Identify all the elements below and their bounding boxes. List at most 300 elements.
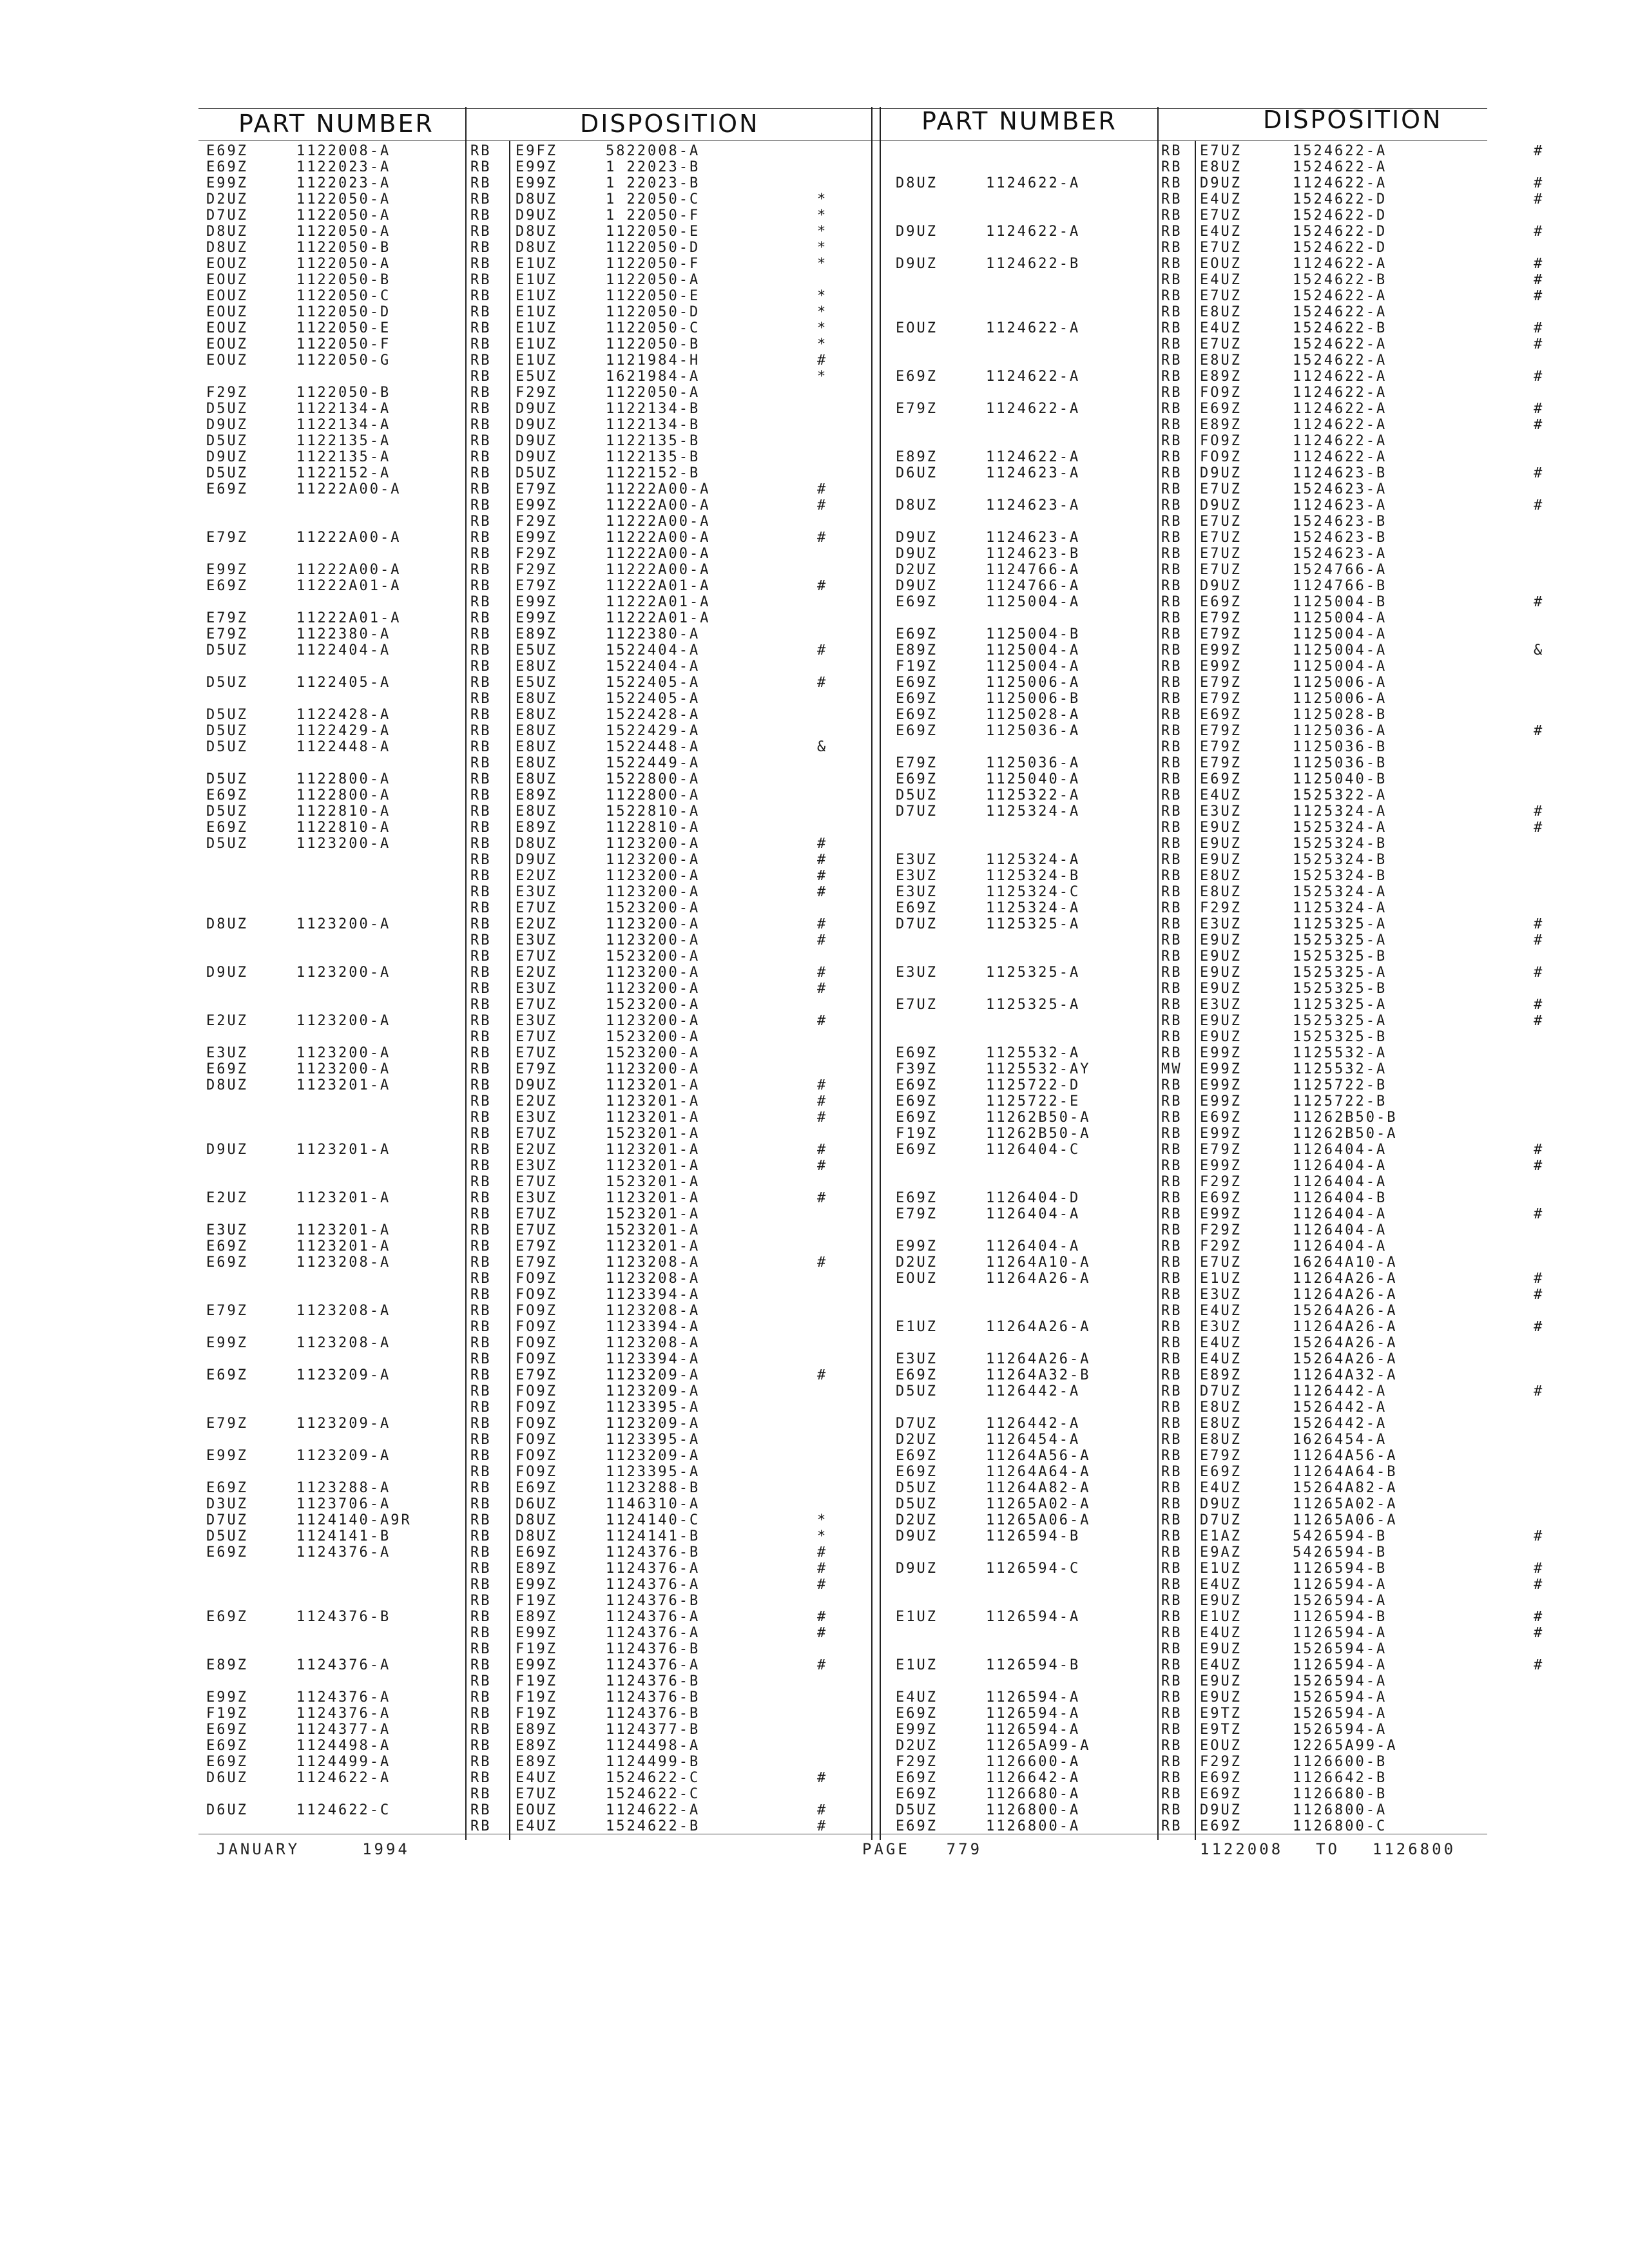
disposition-code: RB	[1161, 868, 1182, 884]
part-number: 1124766-A	[986, 562, 1081, 578]
disposition-number: 1525324-A	[1293, 884, 1387, 900]
disposition-code: RB	[1161, 820, 1182, 836]
disposition-code: RB	[470, 1512, 492, 1528]
table-row	[896, 1158, 1624, 1174]
disposition-prefix: D9UZ	[1200, 175, 1242, 191]
disposition-prefix: E2UZ	[516, 1142, 557, 1158]
part-number: 1126800-A	[986, 1802, 1081, 1818]
part-prefix: F19Z	[896, 658, 938, 675]
disposition-prefix: FO9Z	[1200, 449, 1242, 465]
part-prefix: E69Z	[206, 1061, 248, 1077]
table-row	[206, 723, 870, 739]
disposition-prefix: E79Z	[1200, 626, 1242, 642]
disposition-number: 1526594-A	[1293, 1673, 1387, 1689]
table-row	[896, 981, 1624, 997]
disposition-number: 5822008-A	[606, 143, 700, 159]
disposition-prefix: E79Z	[516, 481, 557, 497]
disposition-number: 1525324-B	[1293, 868, 1387, 884]
disposition-number: 11222A01-A	[606, 578, 711, 594]
disposition-prefix: E89Z	[516, 1754, 557, 1770]
table-row	[206, 691, 870, 707]
table-row	[896, 352, 1624, 369]
disposition-number: 1125004-A	[1293, 610, 1387, 626]
table-row	[206, 675, 870, 691]
disposition-code: RB	[470, 1383, 492, 1399]
part-number: 1124622-A	[986, 369, 1081, 385]
part-number: 1125325-A	[986, 965, 1081, 981]
part-prefix: D5UZ	[206, 642, 248, 658]
disposition-prefix: E2UZ	[516, 916, 557, 932]
disposition-prefix: E89Z	[1200, 417, 1242, 433]
disposition-code: RB	[470, 1641, 492, 1657]
disposition-number: 1 22023-B	[606, 159, 700, 175]
disposition-prefix: E99Z	[516, 530, 557, 546]
table-row	[896, 1271, 1624, 1287]
table-row	[896, 1335, 1624, 1351]
table-row	[206, 900, 870, 916]
part-prefix: E69Z	[896, 1448, 938, 1464]
disposition-code: RB	[470, 1544, 492, 1561]
table-row	[896, 787, 1624, 803]
disposition-code: RB	[470, 175, 492, 191]
disposition-code: RB	[1161, 1383, 1182, 1399]
disposition-prefix: E1UZ	[1200, 1271, 1242, 1287]
disposition-prefix: E79Z	[1200, 739, 1242, 755]
disposition-prefix: FO9Z	[516, 1303, 557, 1319]
part-prefix: D8UZ	[896, 497, 938, 514]
part-prefix: D2UZ	[896, 1254, 938, 1271]
part-number: 1125722-E	[986, 1093, 1081, 1110]
disposition-code: RB	[470, 1689, 492, 1706]
disposition-prefix: E8UZ	[1200, 352, 1242, 369]
disposition-flag: #	[817, 578, 828, 594]
part-number: 1125004-B	[986, 626, 1081, 642]
disposition-prefix: E7UZ	[1200, 336, 1242, 352]
disposition-code: RB	[470, 1464, 492, 1480]
disposition-number: 11264A26-A	[1293, 1287, 1398, 1303]
part-prefix: E69Z	[896, 1110, 938, 1126]
disposition-code: RB	[1161, 1706, 1182, 1722]
part-number: 1122050-B	[296, 385, 391, 401]
disposition-number: 1524623-A	[1293, 546, 1387, 562]
disposition-code: RB	[470, 1416, 492, 1432]
table-row	[896, 1754, 1624, 1770]
disposition-number: 1125324-A	[1293, 900, 1387, 916]
disposition-flag: #	[1534, 288, 1545, 304]
disposition-code: RB	[1161, 1190, 1182, 1206]
disposition-prefix: E3UZ	[1200, 803, 1242, 820]
disposition-prefix: D8UZ	[516, 1512, 557, 1528]
disposition-prefix: E99Z	[516, 1657, 557, 1673]
part-prefix: D9UZ	[896, 1528, 938, 1544]
disposition-prefix: D5UZ	[516, 465, 557, 481]
table-row	[896, 1528, 1624, 1544]
disposition-prefix: E5UZ	[516, 675, 557, 691]
part-prefix: EOUZ	[206, 336, 248, 352]
part-prefix: E3UZ	[896, 868, 938, 884]
disposition-code: RB	[1161, 723, 1182, 739]
part-prefix: D5UZ	[896, 1496, 938, 1512]
table-row	[896, 723, 1624, 739]
part-number: 11264A82-A	[986, 1480, 1091, 1496]
table-row	[896, 610, 1624, 626]
disposition-code: RB	[1161, 594, 1182, 610]
disposition-prefix: E7UZ	[516, 1786, 557, 1802]
header-bottom-rule	[198, 140, 1487, 141]
disposition-prefix: F19Z	[516, 1673, 557, 1689]
part-number: 1126442-A	[986, 1416, 1081, 1432]
disposition-prefix: D6UZ	[516, 1496, 557, 1512]
part-number: 1124622-A	[986, 449, 1081, 465]
table-row	[896, 1399, 1624, 1416]
part-number: 11264A64-A	[986, 1464, 1091, 1480]
disposition-flag: #	[817, 1367, 828, 1383]
part-prefix: E79Z	[896, 401, 938, 417]
disposition-number: 5426594-B	[1293, 1544, 1387, 1561]
disposition-prefix: E89Z	[516, 820, 557, 836]
part-prefix: D3UZ	[206, 1496, 248, 1512]
disposition-code: RB	[470, 433, 492, 449]
disposition-code: RB	[1161, 1593, 1182, 1609]
footer-range-to: TO	[1316, 1840, 1340, 1858]
disposition-prefix: E7UZ	[1200, 546, 1242, 562]
disposition-code: RB	[1161, 369, 1182, 385]
disposition-prefix: FO9Z	[1200, 385, 1242, 401]
right-table	[896, 143, 1624, 1834]
disposition-number: 1124376-B	[606, 1593, 700, 1609]
disposition-number: 1123201-A	[606, 1110, 700, 1126]
disposition-code: RB	[470, 272, 492, 288]
disposition-code: RB	[1161, 1432, 1182, 1448]
disposition-prefix: E9UZ	[1200, 981, 1242, 997]
disposition-prefix: E7UZ	[1200, 562, 1242, 578]
part-prefix: E69Z	[896, 1077, 938, 1093]
disposition-code: RB	[470, 820, 492, 836]
disposition-number: 1122800-A	[606, 787, 700, 803]
part-number: 1122050-C	[296, 288, 391, 304]
disposition-flag: #	[1534, 803, 1545, 820]
disposition-number: 1124623-A	[1293, 497, 1387, 514]
table-row	[896, 320, 1624, 336]
table-row	[206, 1287, 870, 1303]
part-number: 1122134-A	[296, 417, 391, 433]
part-number: 1123200-A	[296, 1045, 391, 1061]
disposition-number: 1124622-A	[1293, 401, 1387, 417]
disposition-flag: #	[817, 642, 828, 658]
disposition-code: RB	[1161, 1657, 1182, 1673]
disposition-prefix: E1UZ	[516, 304, 557, 320]
part-prefix: E99Z	[206, 1448, 248, 1464]
part-number: 1123208-A	[296, 1303, 391, 1319]
part-prefix: D9UZ	[896, 578, 938, 594]
part-number: 1125036-A	[986, 755, 1081, 771]
disposition-prefix: E99Z	[1200, 658, 1242, 675]
disposition-number: 1524622-D	[1293, 224, 1387, 240]
disposition-code: RB	[1161, 1802, 1182, 1818]
table-row	[206, 1464, 870, 1480]
part-number: 1122050-B	[296, 272, 391, 288]
disposition-code: RB	[470, 191, 492, 207]
disposition-flag: #	[1534, 916, 1545, 932]
disposition-code: RB	[1161, 1673, 1182, 1689]
disposition-code: RB	[470, 546, 492, 562]
disposition-prefix: E99Z	[516, 610, 557, 626]
part-number: 1122810-A	[296, 803, 391, 820]
part-number: 1126404-C	[986, 1142, 1081, 1158]
disposition-prefix: D7UZ	[1200, 1383, 1242, 1399]
disposition-code: RB	[1161, 981, 1182, 997]
disposition-number: 1124376-A	[606, 1561, 700, 1577]
part-number: 1124622-A	[986, 224, 1081, 240]
table-row	[896, 1818, 1624, 1834]
disposition-flag: #	[817, 675, 828, 691]
disposition-code: RB	[470, 1335, 492, 1351]
disposition-prefix: E7UZ	[516, 997, 557, 1013]
disposition-code: RB	[1161, 497, 1182, 514]
disposition-code: RB	[1161, 272, 1182, 288]
disposition-flag: #	[817, 1577, 828, 1593]
disposition-code: RB	[1161, 433, 1182, 449]
disposition-number: 1126642-B	[1293, 1770, 1387, 1786]
disposition-number: 1124622-A	[1293, 433, 1387, 449]
disposition-number: 1125040-B	[1293, 771, 1387, 787]
disposition-number: 1124376-B	[606, 1544, 700, 1561]
table-row	[206, 1367, 870, 1383]
disposition-code: RB	[1161, 1754, 1182, 1770]
table-row	[206, 1544, 870, 1561]
part-number: 1124376-A	[296, 1706, 391, 1722]
disposition-prefix: E7UZ	[516, 1174, 557, 1190]
disposition-number: 1123200-A	[606, 932, 700, 948]
disposition-code: RB	[470, 481, 492, 497]
disposition-number: 1125006-A	[1293, 675, 1387, 691]
disposition-code: RB	[470, 207, 492, 224]
disposition-prefix: F29Z	[1200, 900, 1242, 916]
disposition-number: 1525324-A	[1293, 820, 1387, 836]
disposition-code: RB	[470, 1158, 492, 1174]
disposition-number: 5426594-B	[1293, 1528, 1387, 1544]
disposition-code: RB	[470, 691, 492, 707]
part-prefix: E1UZ	[896, 1609, 938, 1625]
part-number: 1125722-D	[986, 1077, 1081, 1093]
disposition-code: RB	[470, 1738, 492, 1754]
part-prefix: D9UZ	[896, 1561, 938, 1577]
disposition-code: RB	[470, 288, 492, 304]
table-row	[206, 1126, 870, 1142]
disposition-code: RB	[470, 1190, 492, 1206]
disposition-prefix: D9UZ	[516, 852, 557, 868]
disposition-code: RB	[470, 1561, 492, 1577]
disposition-flag: *	[817, 304, 828, 320]
table-row	[896, 1577, 1624, 1593]
table-row	[896, 401, 1624, 417]
disposition-number: 1122380-A	[606, 626, 700, 642]
table-row	[206, 1673, 870, 1689]
disposition-number: 1123208-A	[606, 1271, 700, 1287]
disposition-code: RB	[1161, 1448, 1182, 1464]
disposition-code: RB	[470, 1254, 492, 1271]
part-number: 1122050-G	[296, 352, 391, 369]
disposition-number: 1125036-A	[1293, 723, 1387, 739]
table-row	[896, 175, 1624, 191]
disposition-prefix: E9AZ	[1200, 1544, 1242, 1561]
disposition-flag: #	[1534, 1206, 1545, 1222]
part-prefix: D7UZ	[206, 1512, 248, 1528]
disposition-code: RB	[470, 159, 492, 175]
disposition-prefix: E99Z	[1200, 642, 1242, 658]
table-row	[206, 1528, 870, 1544]
disposition-number: 1523200-A	[606, 997, 700, 1013]
part-prefix: E69Z	[896, 900, 938, 916]
footer-date	[217, 1840, 410, 1858]
part-number: 1124376-B	[296, 1609, 391, 1625]
table-row	[896, 916, 1624, 932]
part-number: 1125324-C	[986, 884, 1081, 900]
table-row	[206, 207, 870, 224]
table-row	[896, 965, 1624, 981]
table-row	[206, 1045, 870, 1061]
part-prefix: E69Z	[206, 1738, 248, 1754]
table-row	[896, 449, 1624, 465]
table-row	[206, 1738, 870, 1754]
disposition-flag: #	[817, 1770, 828, 1786]
disposition-prefix: E4UZ	[1200, 1351, 1242, 1367]
table-row	[896, 1093, 1624, 1110]
disposition-number: 11222A01-A	[606, 594, 711, 610]
disposition-code: RB	[470, 514, 492, 530]
table-row	[206, 739, 870, 755]
part-number: 1124141-B	[296, 1528, 391, 1544]
disposition-flag: #	[1534, 417, 1545, 433]
disposition-number: 1124766-B	[1293, 578, 1387, 594]
part-number: 1122050-A	[296, 224, 391, 240]
disposition-number: 1123201-A	[606, 1142, 700, 1158]
disposition-code: RB	[1161, 1158, 1182, 1174]
disposition-code: RB	[1161, 417, 1182, 433]
part-prefix: EOUZ	[206, 352, 248, 369]
left-table	[206, 143, 870, 1834]
disposition-number: 1524622-D	[1293, 207, 1387, 224]
disposition-number: 11264A26-A	[1293, 1319, 1398, 1335]
disposition-prefix: E8UZ	[1200, 1432, 1242, 1448]
table-row	[206, 787, 870, 803]
disposition-prefix: E3UZ	[516, 932, 557, 948]
disposition-prefix: E1UZ	[516, 256, 557, 272]
part-prefix: F19Z	[896, 1126, 938, 1142]
disposition-code: RB	[470, 1174, 492, 1190]
table-row	[206, 1577, 870, 1593]
part-prefix: E69Z	[206, 1722, 248, 1738]
table-row	[896, 288, 1624, 304]
disposition-number: 1125036-B	[1293, 739, 1387, 755]
disposition-number: 1524622-B	[1293, 320, 1387, 336]
disposition-prefix: E2UZ	[516, 1093, 557, 1110]
part-prefix: E69Z	[206, 820, 248, 836]
table-row	[206, 1222, 870, 1238]
table-row	[896, 1609, 1624, 1625]
part-number: 1124499-A	[296, 1754, 391, 1770]
disposition-flag: #	[1534, 997, 1545, 1013]
disposition-number: 1125004-A	[1293, 658, 1387, 675]
part-prefix: E2UZ	[206, 1190, 248, 1206]
part-prefix: D9UZ	[206, 417, 248, 433]
disposition-prefix: E9UZ	[1200, 948, 1242, 965]
disposition-prefix: D8UZ	[516, 240, 557, 256]
table-row	[896, 1045, 1624, 1061]
table-row	[206, 1609, 870, 1625]
table-row	[896, 1802, 1624, 1818]
disposition-prefix: E99Z	[516, 594, 557, 610]
table-row	[206, 771, 870, 787]
part-prefix: E69Z	[206, 578, 248, 594]
table-row	[896, 1222, 1624, 1238]
disposition-code: RB	[470, 143, 492, 159]
disposition-flag: *	[817, 1512, 828, 1528]
part-prefix: E4UZ	[896, 1689, 938, 1706]
disposition-prefix: E99Z	[516, 497, 557, 514]
disposition-code: RB	[470, 1206, 492, 1222]
left-disposition-header: DISPOSITION	[580, 110, 760, 138]
disposition-code: RB	[470, 803, 492, 820]
table-row	[896, 336, 1624, 352]
disposition-prefix: E7UZ	[1200, 207, 1242, 224]
part-number: 1126600-A	[986, 1754, 1081, 1770]
table-row	[206, 1561, 870, 1577]
disposition-code: RB	[1161, 1254, 1182, 1271]
disposition-number: 1523201-A	[606, 1206, 700, 1222]
disposition-prefix: E2UZ	[516, 965, 557, 981]
disposition-code: RB	[470, 336, 492, 352]
disposition-code: RB	[470, 1126, 492, 1142]
disposition-flag: #	[1534, 1142, 1545, 1158]
table-row	[206, 256, 870, 272]
disposition-number: 1125722-B	[1293, 1093, 1387, 1110]
disposition-prefix: E4UZ	[1200, 1625, 1242, 1641]
table-row	[896, 675, 1624, 691]
disposition-prefix: E4UZ	[1200, 191, 1242, 207]
disposition-code: RB	[470, 1077, 492, 1093]
disposition-prefix: E7UZ	[1200, 288, 1242, 304]
part-number: 1122050-A	[296, 191, 391, 207]
disposition-prefix: E9FZ	[516, 143, 557, 159]
disposition-prefix: FO9Z	[516, 1399, 557, 1416]
part-number: 1124622-A	[986, 175, 1081, 191]
disposition-number: 1123201-A	[606, 1158, 700, 1174]
table-row	[896, 1593, 1624, 1609]
disposition-code: RB	[1161, 1303, 1182, 1319]
disposition-code: RB	[470, 1754, 492, 1770]
table-row	[896, 626, 1624, 642]
table-row	[206, 336, 870, 352]
table-row	[206, 1786, 870, 1802]
disposition-number: 1525322-A	[1293, 787, 1387, 803]
table-row	[896, 1738, 1624, 1754]
part-prefix: E79Z	[206, 610, 248, 626]
part-number: 1126404-D	[986, 1190, 1081, 1206]
disposition-code: RB	[1161, 530, 1182, 546]
table-row	[206, 1722, 870, 1738]
part-prefix: D5UZ	[206, 675, 248, 691]
disposition-prefix: E7UZ	[516, 948, 557, 965]
disposition-flag: #	[817, 965, 828, 981]
footer-range	[1200, 1840, 1456, 1858]
disposition-number: 1122050-E	[606, 224, 700, 240]
disposition-code: RB	[1161, 1093, 1182, 1110]
disposition-flag: #	[1534, 224, 1545, 240]
disposition-prefix: FO9Z	[516, 1448, 557, 1464]
part-prefix: EOUZ	[206, 256, 248, 272]
table-row	[206, 755, 870, 771]
